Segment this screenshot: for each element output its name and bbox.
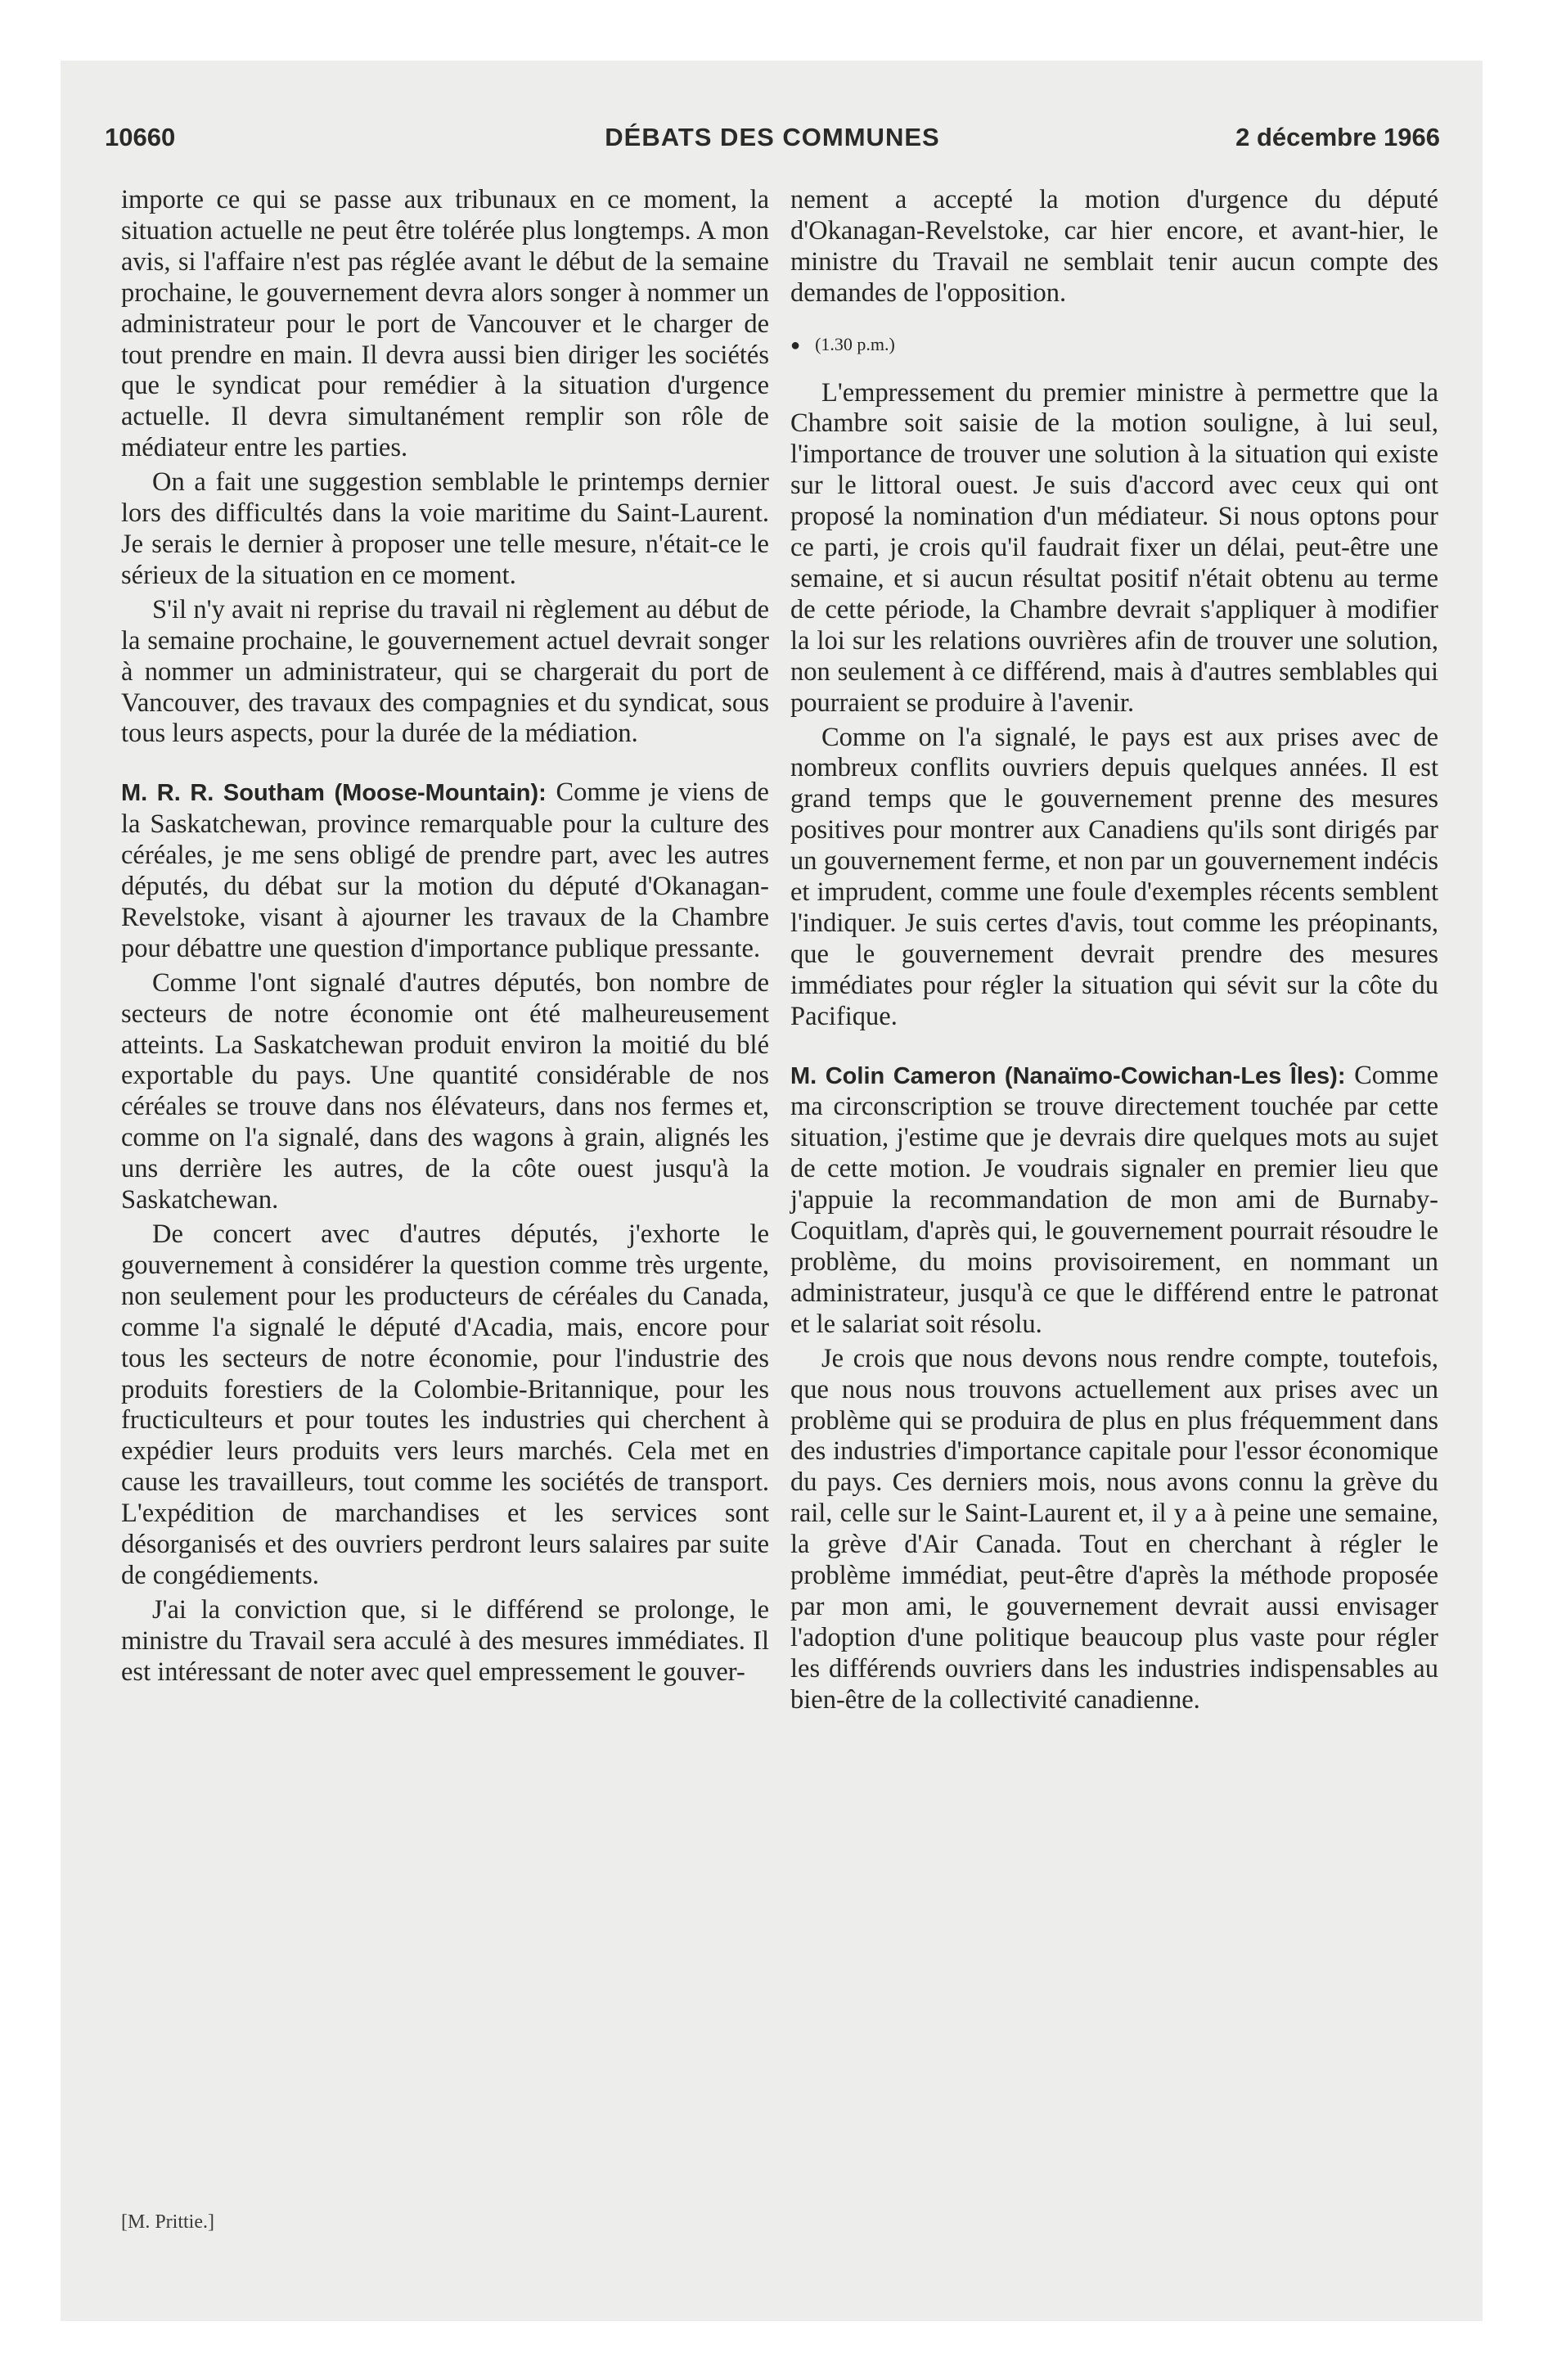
left-column [121,185,769,1692]
paragraph: J'ai la conviction que, si le différend se prolonge, le ministre du Travail sera acculé à des mesures immédiates. Il est intéressant de noter avec quel empressement le gouver- [121,1594,769,1687]
paragraph: nement a accepté la motion d'urgence du député d'Okanagan-Revelstoke, car hier encore, et avant-hier, le ministre du Travail ne semblait tenir aucun compte des demandes de l'opposition. [790,185,1438,308]
paragraph: importe ce qui se passe aux tribunaux en ce moment, la situation actuelle ne peut être tolérée plus longtemps. A mon avis, si l'affaire n'est pas réglée avant le début de la semaine prochaine, le gouvernement devra alors songer à nommer un administrateur pour le port de Vancouver et le charger de tout prendre en main. Il devra aussi bien diriger les sociétés que le syndicat pour remédier à la situation d'urgence actuelle. Il devra simultanément remplir son rôle de médiateur entre les parties. [121,185,769,463]
paragraph: Comme l'ont signalé d'autres députés, bon nombre de secteurs de notre économie ont été malheureusement atteints. La Saskatchewan produit environ la moitié du blé exportable du pays. Une quantité considérable de nos céréales se trouve dans nos élévateurs, dans nos fermes et, comme on l'a signalé, dans des wagons à grain, alignés les uns derrière les autres, de la côte ouest jusqu'à la Saskatchewan. [121,967,769,1215]
speech-paragraph [790,1061,1438,1341]
page-number: 10660 [105,123,176,151]
paragraph: Je crois que nous devons nous rendre compte, toutefois, que nous nous trouvons actuellement aux prises avec un problème qui se produira de plus en plus fréquemment dans des industries d'importance capitale pour l'essor économique du pays. Ces derniers mois, nous avons connu la grève du rail, celle sur le Saint-Laurent et, il y a à peine une semaine, la grève d'Air Canada. Tout en cherchant à régler le problème immédiat, peut-être d'après la méthode proposée par mon ami, le gouvernement devrait aussi envisager l'adoption d'une politique beaucoup plus vaste pour régler les différends ouvriers dans les industries indispensables au bien-être de la collectivité canadienne. [790,1343,1438,1715]
page-header [105,123,1440,164]
paragraph: S'il n'y avait ni reprise du travail ni règlement au début de la semaine prochaine, le gouvernement actuel devrait songer à nommer un administrateur, qui se chargerait du port de Vancouver, des travaux des compagnies et du syndicat, sous tous leurs aspects, pour la durée de la médiation. [121,594,769,749]
page-date: 2 décembre 1966 [1235,123,1440,151]
paragraph: On a fait une suggestion semblable le printemps dernier lors des difficultés dans la voie maritime du Saint-Laurent. Je serais le dernier à proposer une telle mesure, n'était-ce le sérieux de la situation en ce moment. [121,467,769,590]
speaker-name: M. Colin Cameron (Nanaïmo-Cowichan-Les Îles): [790,1062,1346,1089]
paragraph: L'empressement du premier ministre à permettre que la Chambre soit saisie de la motion souligne, à lui seul, l'importance de trouver une solution à la situation qui existe sur le littoral ouest. Je suis d'accord avec ceux qui ont proposé la nomination d'un médiateur. Si nous optons pour ce parti, je crois qu'il faudrait fixer un délai, peut-être une semaine, et si aucun résultat positif n'était obtenu au terme de cette période, la Chambre devrait s'appliquer à modifier la loi sur les relations ouvrières afin de trouver une solution, non seulement à ce différend, mais à d'autres semblables qui pourraient se produire à l'avenir. [790,377,1438,718]
speaker-name: M. R. R. Southam (Moose-Mountain): [121,780,547,807]
timestamp [790,329,1438,362]
speech-text: Comme ma circonscription se trouve directement touchée par cette situation, j'estime que je devrais dire quelques mots au sujet de cette motion. Je voudrais signaler en premier lieu que j'appuie la recommandation de mon ami de Burnaby-Coquitlam, d'après qui, le gouvernement pourrait résoudre le problème, du moins provisoirement, en nommant un administrateur, jusqu'à ce que le différend entre le patronat et le salariat soit résolu. [790,1060,1438,1339]
timestamp-text: (1.30 p.m.) [815,333,895,354]
speaker-footnote: [M. Prittie.] [121,2211,214,2233]
paragraph: De concert avec d'autres députés, j'exhorte le gouvernement à considérer la question comme très urgente, non seulement pour les producteurs de céréales du Canada, comme l'a signalé le député d'Acadia, mais, encore pour tous les secteurs de notre économie, pour l'industrie des produits forestiers de la Colombie-Britannique, pour les fructiculteurs et pour toutes les industries qui cherchent à expédier leurs produits vers leurs marchés. Cela met en cause les travailleurs, tout comme les sociétés de transport. L'expédition de marchandises et les services sont désorganisés et des ouvriers perdront leurs salaires par suite de congédiements. [121,1219,769,1590]
bullet-icon: ● [790,336,801,354]
speech-paragraph [121,778,769,964]
paragraph: Comme on l'a signalé, le pays est aux prises avec de nombreux conflits ouvriers depuis quelques années. Il est grand temps que le gouvernement prenne des mesures positives pour montrer aux Canadiens qu'ils sont dirigés par un gouvernement ferme, et non par un gouvernement indécis et imprudent, comme une foule d'exemples récents semblent l'indiquer. Je suis certes d'avis, tout comme les préopinants, que le gouvernement devrait prendre des mesures immédiates pour régler la situation qui sévit sur la côte du Pacifique. [790,722,1438,1031]
right-column [790,185,1438,1720]
speech-text: Comme je viens de la Saskatchewan, province remarquable pour la culture des céréales, je me sens obligé de prendre part, avec les autres députés, du débat sur la motion du député d'Okanagan-Revelstoke, visant à ajourner les travaux de la Chambre pour débattre une question d'importance publique pressante. [121,778,769,963]
journal-title: DÉBATS DES COMMUNES [605,123,940,151]
